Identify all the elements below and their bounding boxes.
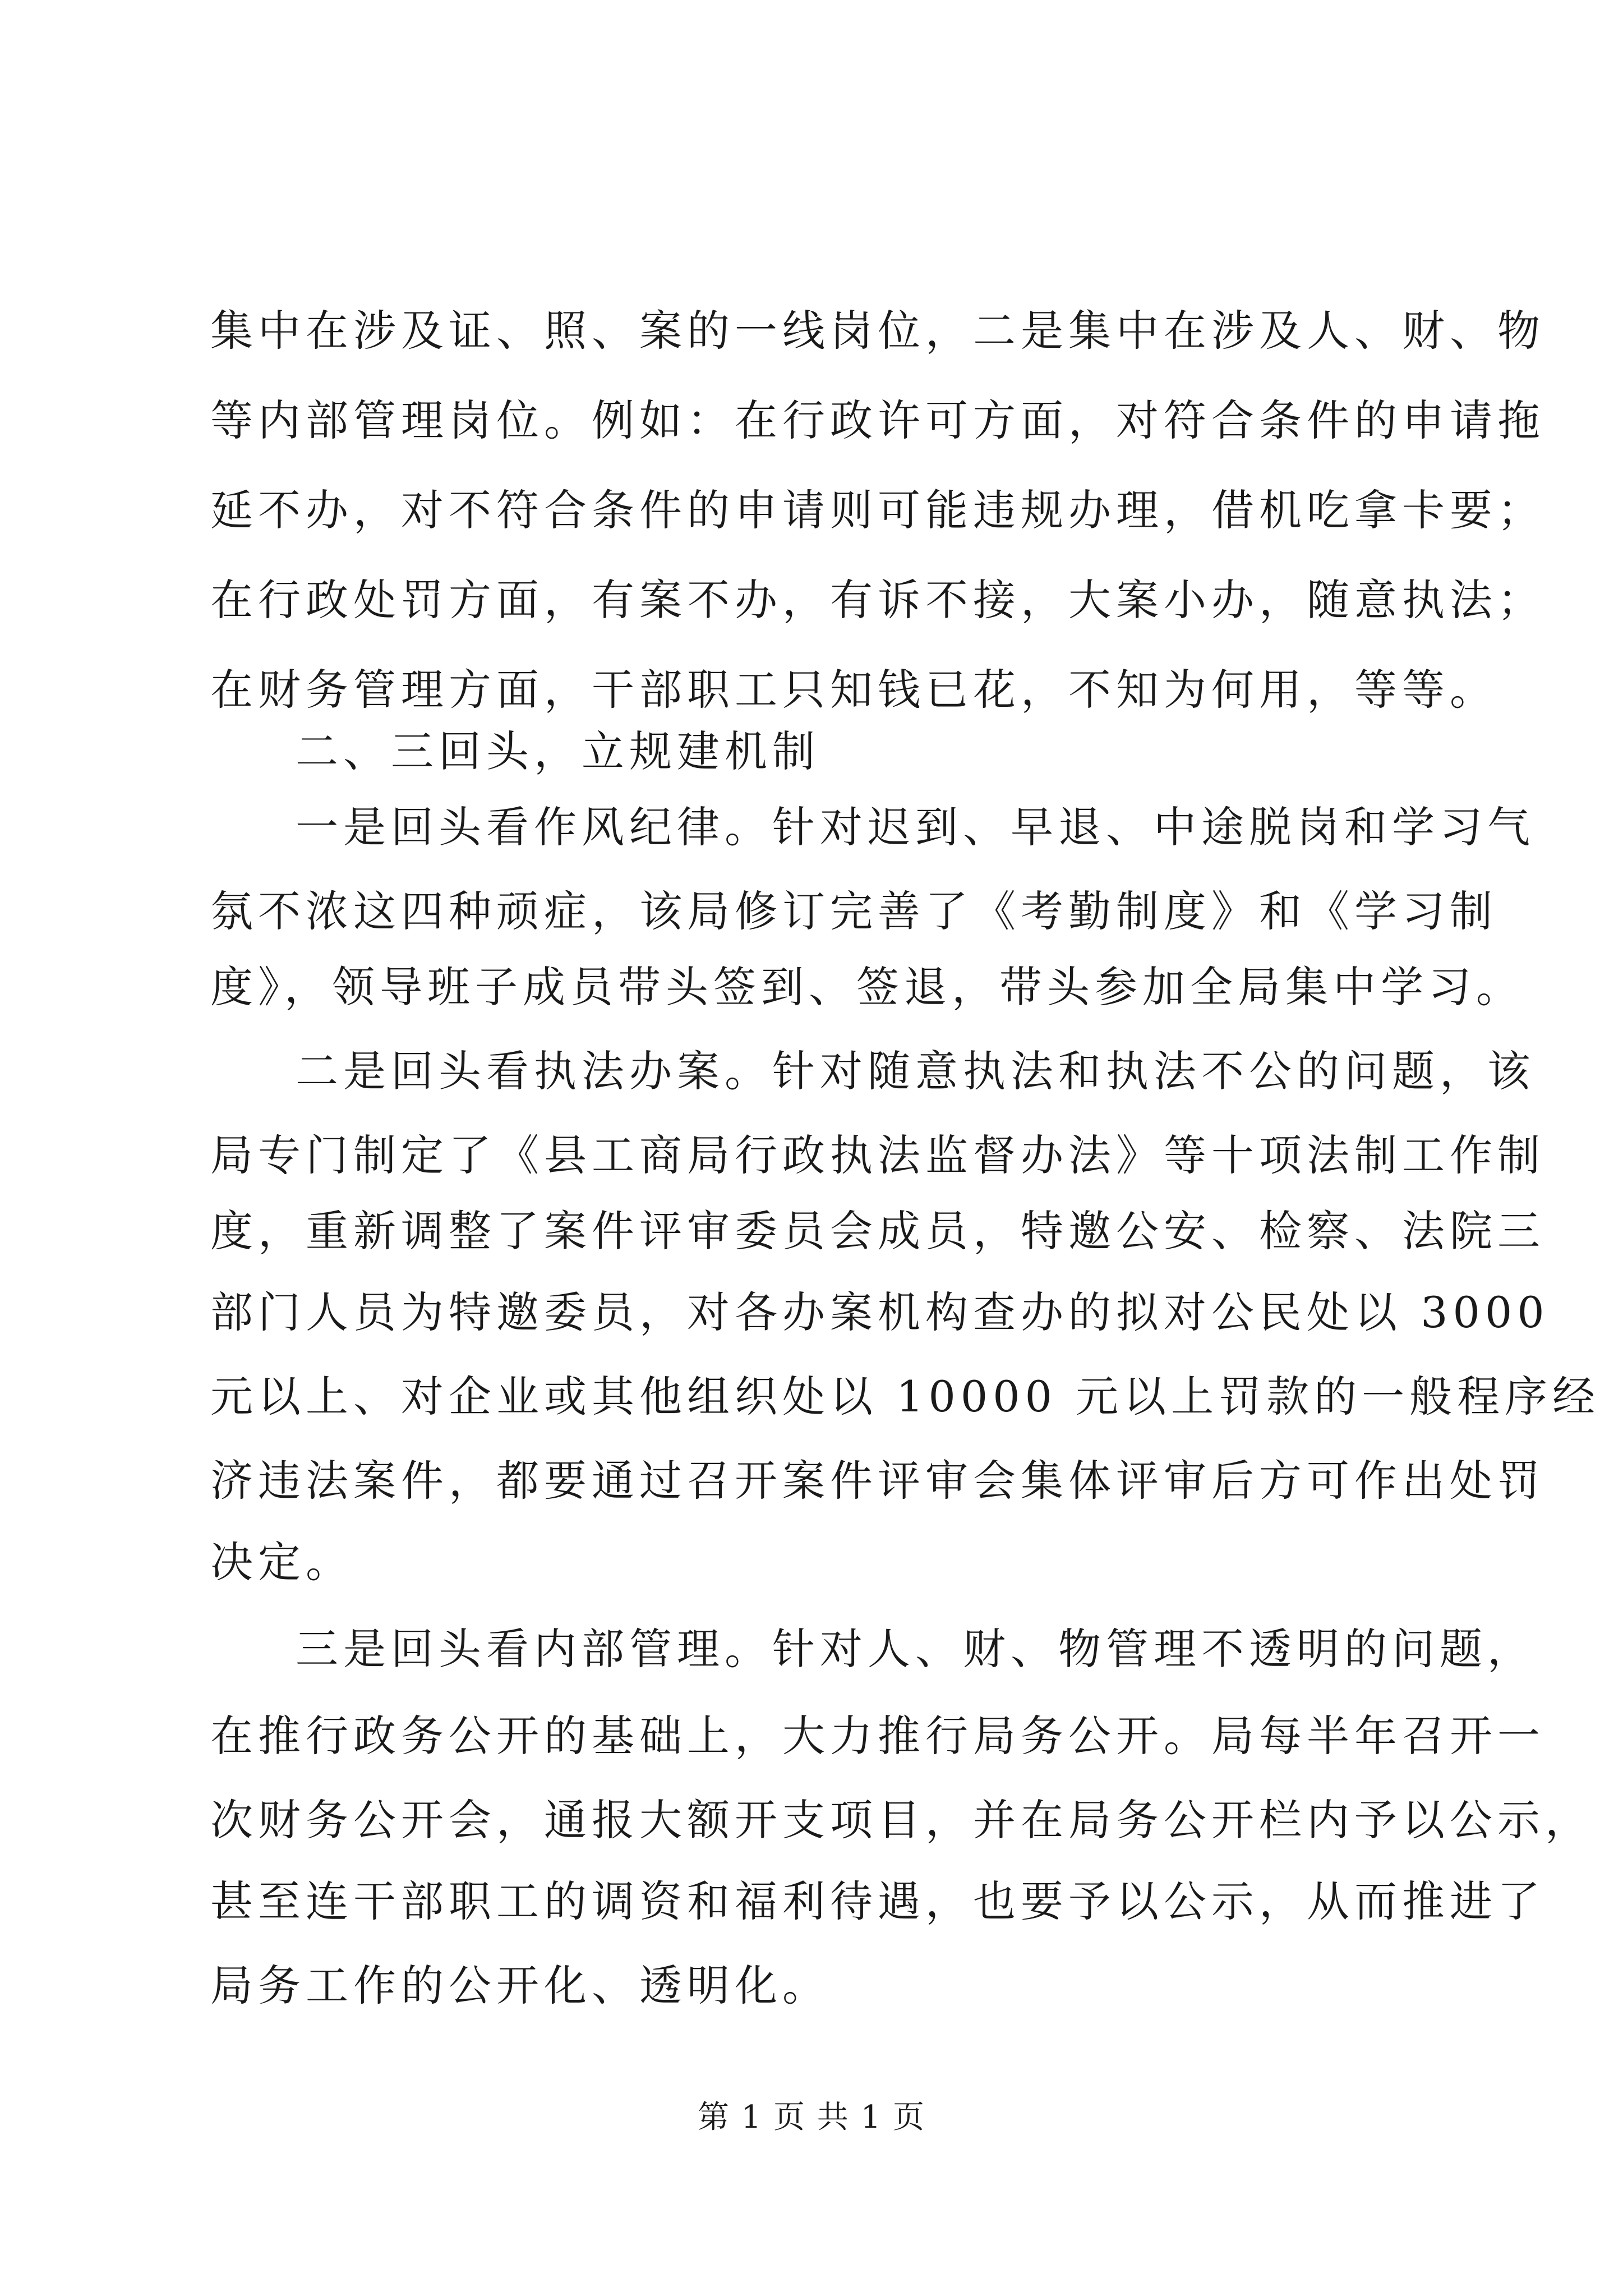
text-line: 济违法案件，都要通过召开案件评审会集体评审后方可作出处罚 — [210, 1456, 1545, 1506]
text-line: 元以上、对企业或其他组织处以 10000 元以上罚款的一般程序经 — [210, 1372, 1601, 1421]
text-line: 度，重新调整了案件评审委员会成员，特邀公安、检察、法院三 — [210, 1206, 1545, 1256]
text-line: 集中在涉及证、照、案的一线岗位，二是集中在涉及人、财、物 — [210, 306, 1545, 356]
text-line: 次财务公开会，通报大额开支项目，并在局务公开栏内予以公示， — [210, 1795, 1593, 1845]
text-line: 度》，领导班子成员带头签到、签退，带头参加全局集中学习。 — [210, 962, 1524, 1012]
section-heading: 二、三回头，立规建机制 — [296, 726, 820, 776]
text-line: 局专门制定了《县工商局行政执法监督办法》等十项法制工作制 — [210, 1130, 1545, 1180]
text-line: 延不办，对不符合条件的申请则可能违规办理，借机吃拿卡要； — [210, 485, 1545, 535]
text-line: 一是回头看作风纪律。针对迟到、早退、中途脱岗和学习气 — [296, 802, 1535, 852]
text-line: 等内部管理岗位。例如：在行政许可方面，对符合条件的申请拖 — [210, 395, 1545, 445]
text-line: 甚至连干部职工的调资和福利待遇，也要予以公示，从而推进了 — [210, 1876, 1545, 1926]
text-line: 氛不浓这四种顽症，该局修订完善了《考勤制度》和《学习制 — [210, 886, 1497, 936]
text-line: 在推行政务公开的基础上，大力推行局务公开。局每半年召开一 — [210, 1711, 1545, 1761]
text-line: 局务工作的公开化、透明化。 — [210, 1961, 830, 2010]
text-line: 三是回头看内部管理。针对人、财、物管理不透明的问题， — [296, 1624, 1535, 1674]
text-line: 二是回头看执法办案。针对随意执法和执法不公的问题，该 — [296, 1046, 1535, 1096]
text-line: 决定。 — [210, 1537, 353, 1587]
text-line: 在行政处罚方面，有案不办，有诉不接，大案小办，随意执法； — [210, 575, 1545, 625]
text-line: 部门人员为特邀委员，对各办案机构查办的拟对公民处以 3000 — [210, 1287, 1550, 1337]
text-line: 在财务管理方面，干部职工只知钱已花，不知为何用，等等。 — [210, 665, 1497, 715]
page-footer: 第 1 页 共 1 页 — [697, 2099, 926, 2136]
